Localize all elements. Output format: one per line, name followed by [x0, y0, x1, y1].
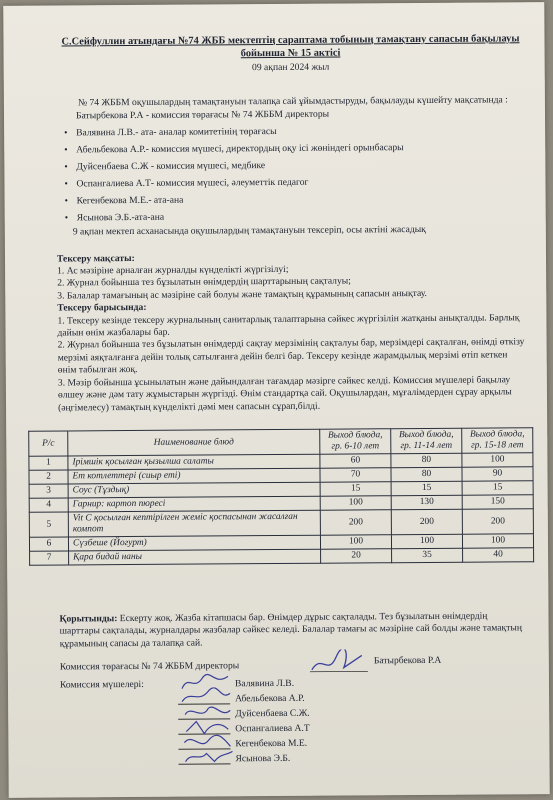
conclusion-section: [59, 610, 529, 650]
col-header-dish: Наименование блюд: [68, 429, 320, 456]
bullet-icon: •: [64, 212, 69, 224]
signature-block: [59, 654, 531, 769]
member-item: • Оспангалиева А.Т- комиссия мүшесі, әлеуметтік педагог: [56, 172, 526, 192]
intro-text: № 74 ЖББМ оқушылардың тамақтануын талапқа сай ұйымдастыруды, бақылауды күшейту мақсатында :: [77, 94, 508, 109]
document-date: 09 ақпан 2024 жыл: [251, 61, 330, 74]
goal-item: 1. Ас мәзіріне арналған журналды күнделікті жүргізілуі;: [57, 263, 289, 277]
intro-closing: 9 ақпан мектеп асханасында оқушылардың тамақтануын тексеріп, осы актіні жасадық: [72, 224, 426, 238]
bullet-icon: •: [64, 178, 68, 190]
conclusion-heading: Қорытынды:: [59, 613, 118, 625]
conclusion-text: Ескерту жоқ. Жазба кітапшасы бар. Өнімдер дұрыс сақталады. Тез бұзылатын өнімдердің шарттары сақталады, журналдары жазбалар сәйкес келеді. Балалар тамағы ас мәзіріне сай болды және тамақтың құрамының сапасы да талапқа сай.: [59, 610, 523, 650]
member-item: • Абельбекова А.Р.- комиссия мүшесі, директордың оқу ісі жөніндегі орынбасары: [56, 138, 526, 158]
col-header-age-11-14: Выход блюда, гр. 11-14 лет: [391, 428, 462, 453]
table-row: 1 Ірімшік қосылған қызылша салаты 60 80 100: [29, 453, 533, 471]
member-signature-image: [182, 747, 234, 767]
document-page: [3, 2, 550, 798]
table-row: 4 Гарнир: картоп пюресі 100 130 150: [29, 495, 533, 513]
member-signature-name: Валявина Л.В.: [234, 677, 295, 690]
bullet-icon: •: [64, 161, 68, 173]
progress-item: 3. Мәзір бойынша ұсынылатын және дайындалған тағамдар мәзірге сәйкес келді. Комиссия мүшелері бақылау өлшеу және дәм тату жұмыстарын жүргізді. Өнім стандартқа сай. Оқушылардан, мұғалімдерден сұрау арқылы (әңгімелесу) тамақтың күнделікті дәмі мен сапасын сұрап,білді.: [57, 374, 512, 414]
table-row: 5 Vit C қосылған кептірілген жеміс қоспасынан жасалған компот 200 200 200: [29, 509, 533, 538]
members-label: Комиссия мүшелері:: [59, 678, 144, 691]
progress-item: 2. Журнал бойынша тез бұзылатын өнімдерді сақтау мерзімінің сақталуы бар, мерзімдері сақталған, өнімді өткізу мерзімі аяқталғанға дейін толық сатылғанға дейін белгі бар. Тексеру кезінде жарамдылық мерзімі өтіп кеткен өнім табылған жоқ.: [57, 336, 525, 376]
chair-label: Комиссия төрағасы № 74 ЖББМ директоры: [59, 660, 240, 673]
goal-item: 3. Балалар тамағының ас мәзіріне сай болуы және тамақтың құрамының сапасын анықтау.: [57, 287, 427, 302]
bullet-icon: •: [64, 127, 68, 139]
member-signature-name: Абельбекова А.Р.: [235, 692, 305, 705]
member-item: • Ясынова Э.Б.-ата-ана: [57, 206, 527, 226]
member-signature-name: Оспангалиева А.Т: [235, 722, 310, 735]
col-header-age-6-10: Выход блюда, гр. 6-10 лет: [320, 429, 391, 454]
chair-line: Батырбекова Р.А - комиссия төрағасы № 74 ЖББМ директоры: [75, 108, 330, 122]
document-body: [55, 32, 528, 414]
member-signature-name: Кегенбекова М.Е.: [235, 737, 308, 750]
document-title: С.Сейфуллин атындағы №74 ЖББ мектептің сараптама тобының тамақтану сапасын бақылауы бойынша № 15 актісі: [61, 33, 520, 60]
progress-item: 1. Тексеру кезінде тексеру журналының санитарлық талаптарына сәйкес жүргізілін жатқаны анықталды. Барлық дайын өнім жазбалары бар.: [57, 311, 520, 339]
table-row: 2 Ет котлеттері (сиыр еті) 70 80 90: [29, 467, 533, 485]
col-header-number: Р/с: [29, 431, 68, 456]
member-item: • Кегенбекова М.Е.- ата-ана: [57, 189, 527, 209]
table-row: 7 Қара бидай наны 20 35 40: [30, 548, 534, 566]
chair-signature-image: [310, 649, 370, 675]
table-row: 6 Сүзбеше (Йогурт) 100 100 100: [29, 534, 533, 552]
menu-table: [28, 427, 534, 566]
table-header-row: [29, 428, 533, 457]
member-signature-row: [60, 751, 530, 769]
goal-item: 2. Журнал бойынша тез бұзылатын өнімдердің шарттарының сақталуы;: [57, 275, 351, 289]
member-item: • Валявина Л.В.- ата- аналар комитетінің төрағасы: [56, 121, 526, 141]
goals-heading: Тексеру мақсаты:: [56, 252, 135, 265]
progress-heading: Тексеру барысында:: [57, 302, 147, 314]
table-row: 3 Соус (Тұздық) 15 15 15: [29, 481, 533, 499]
member-signature-name: Ясынова Э.Б.: [235, 752, 291, 765]
bullet-icon: •: [64, 144, 68, 156]
member-list: [56, 121, 527, 226]
chair-name: Батырбекова Р.А: [373, 654, 442, 667]
member-item: • Дуйсенбаева С.Ж - комиссия мүшесі, медбике: [56, 155, 526, 175]
bullet-icon: •: [64, 195, 69, 207]
col-header-age-15-18: Выход блюда, гр. 15-18 лет: [462, 428, 533, 453]
member-signature-name: Дуйсенбаева С.Ж.: [235, 707, 310, 720]
